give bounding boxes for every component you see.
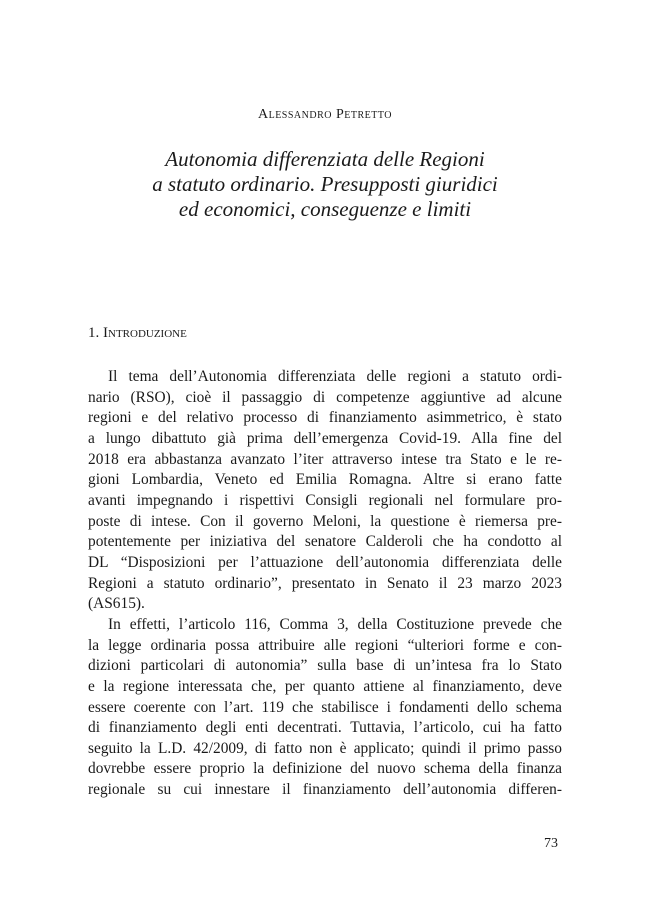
body-line: 2018 era abbastanza avanzato l’iter attraverso intese tra Stato e le re- <box>88 450 562 468</box>
body-line: regioni e del relativo processo di finanziamento asimmetrico, è stato <box>88 409 562 427</box>
body-line: poste di intese. Con il governo Meloni, la questione è riemersa pre- <box>88 512 562 530</box>
body-line: gioni Lombardia, Veneto ed Emilia Romagna. Altre si erano fatte <box>88 471 562 489</box>
body-line: la legge ordinaria possa attribuire alle regioni “ulteriori forme e con- <box>88 636 562 654</box>
body-line: essere coerente con l’art. 119 che stabilisce i fondamenti dello schema <box>88 698 562 716</box>
page-number: 73 <box>544 836 558 851</box>
author-name: Alessandro Petretto <box>257 107 393 122</box>
body-line: di finanziamento degli enti decentrati. Tuttavia, l’articolo, cui ha fatto <box>88 719 562 737</box>
body-line: In effetti, l’articolo 116, Comma 3, della Costituzione prevede che <box>108 615 562 633</box>
body-line: Regioni a statuto ordinario”, presentato in Senato il 23 marzo 2023 <box>88 574 562 592</box>
title-line: a statuto ordinario. Presupposti giuridici <box>152 172 498 196</box>
body-line: DL “Disposizioni per l’attuazione dell’autonomia differenziata delle <box>88 553 562 571</box>
section-heading: 1. Introduzione <box>88 325 187 341</box>
body-line: nario (RSO), cioè il passaggio di competenze aggiuntive ad alcune <box>88 388 562 406</box>
title-line: Autonomia differenziata delle Regioni <box>165 147 485 171</box>
body-text <box>88 367 562 801</box>
body-line: avanti impegnando i rispettivi Consigli regionali nel formulare pro- <box>88 491 562 509</box>
body-line: dizioni particolari di autonomia” sulla base di un’intesa fra lo Stato <box>88 657 562 675</box>
chapter-title <box>0 147 650 222</box>
body-line: Il tema dell’Autonomia differenziata delle regioni a statuto ordi- <box>108 368 562 385</box>
body-line: seguito la L.D. 42/2009, di fatto non è applicato; quindi il primo passo <box>88 739 562 757</box>
body-line: e la regione interessata che, per quanto attiene al finanziamento, deve <box>88 677 562 695</box>
body-line: dovrebbe essere proprio la definizione del nuovo schema della finanza <box>88 760 562 778</box>
body-line: (AS615). <box>88 595 145 613</box>
title-line: ed economici, conseguenze e limiti <box>178 197 472 221</box>
body-line: regionale su cui innestare il finanziamento dell’autonomia differen- <box>88 781 562 799</box>
body-line: potentemente per iniziativa del senatore Calderoli che ha condotto al <box>88 533 562 551</box>
body-line: a lungo dibattuto già prima dell’emergenza Covid-19. Alla fine del <box>88 429 562 447</box>
